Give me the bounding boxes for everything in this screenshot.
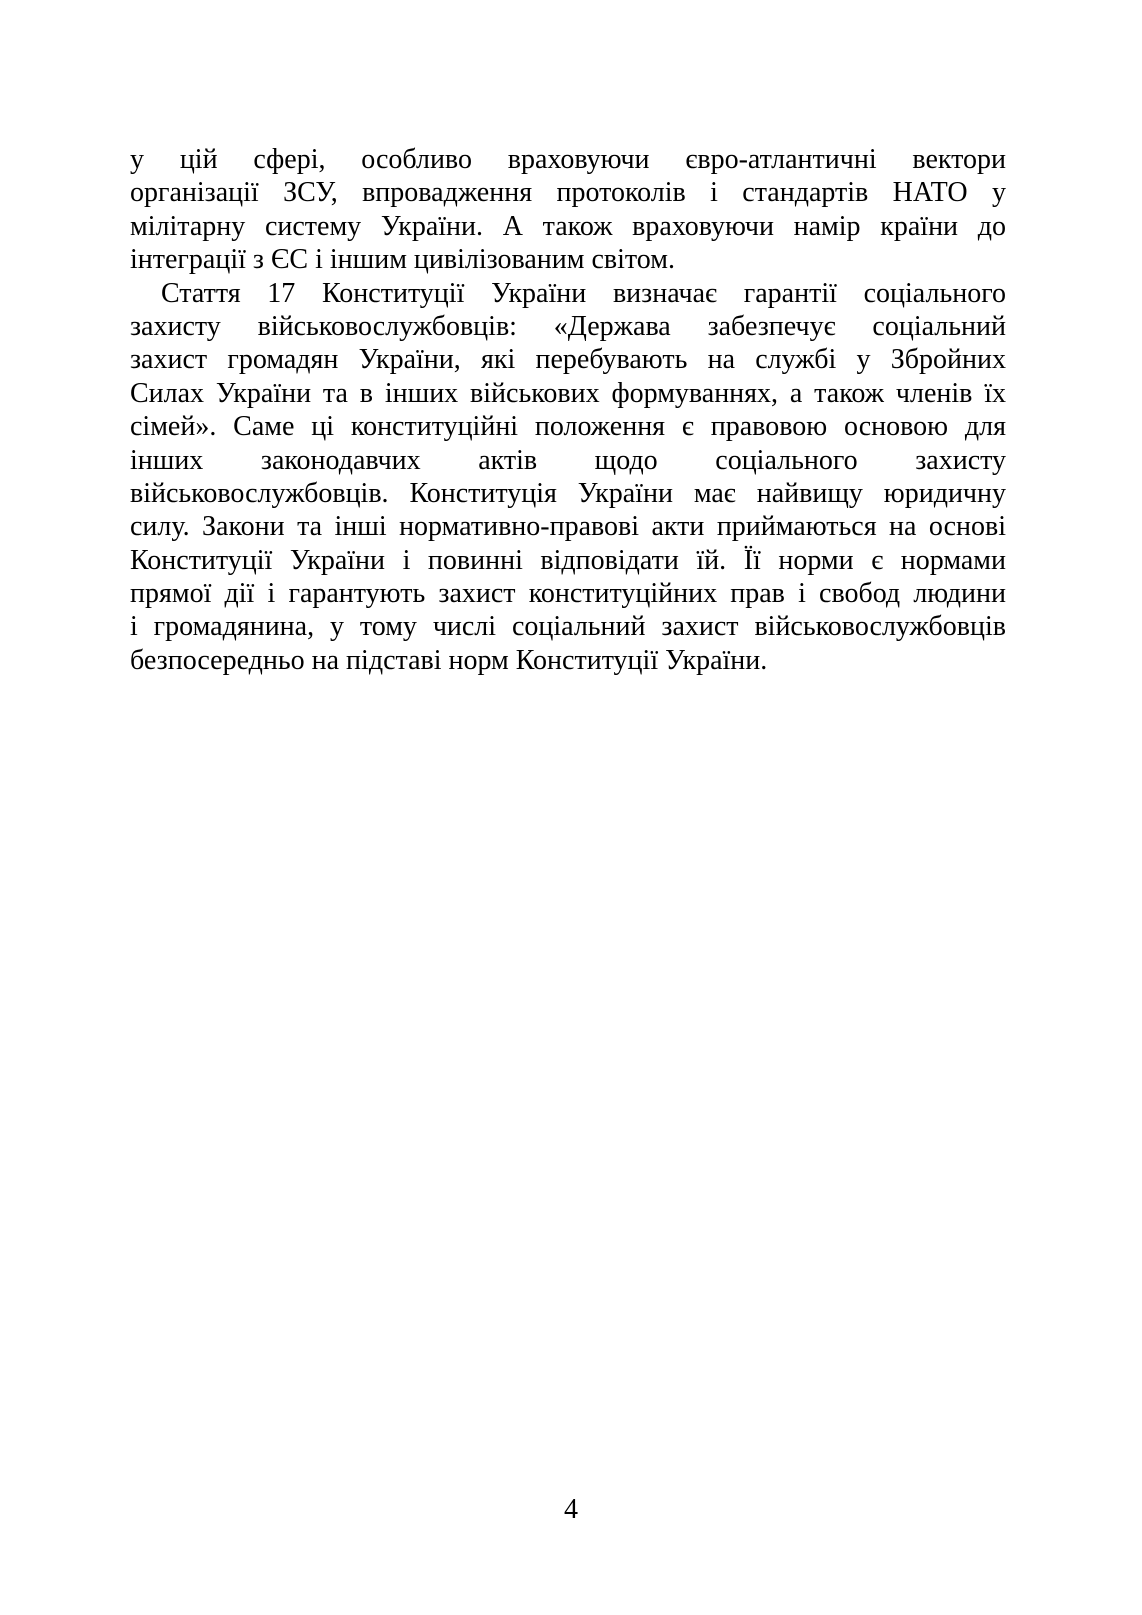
paragraph <box>130 277 1006 678</box>
text-line: захист громадян України, які перебувають на службі у Збройних <box>130 344 1006 376</box>
text-line: і громадянина, у тому числі соціальний захист військовослужбовців <box>130 611 1006 643</box>
text-line: силу. Закони та інші нормативно-правові акти приймаються на основі <box>130 511 1006 543</box>
page-number: 4 <box>564 1494 578 1525</box>
text-line: інших законодавчих актів щодо соціального захисту <box>130 444 1006 476</box>
text-line: у цій сфері, особливо враховуючи євро-атлантичні вектори <box>130 144 1006 175</box>
text-line: інтеграції з ЄС і іншим цивілізованим світом. <box>130 244 675 276</box>
text-block <box>130 143 1006 677</box>
paragraph <box>130 143 1006 277</box>
text-line: Стаття 17 Конституції України визначає гарантії соціального <box>161 277 1006 309</box>
text-line: безпосередньо на підставі норм Конституції України. <box>130 644 768 676</box>
text-line: організації ЗСУ, впровадження протоколів і стандартів НАТО у <box>130 177 1006 209</box>
text-line: сімей». Саме ці конституційні положення є правовою основою для <box>130 411 1006 443</box>
text-line: Силах України та в інших військових формуваннях, а також членів їх <box>130 377 1006 409</box>
text-line: військовослужбовців. Конституція України має найвищу юридичну <box>130 477 1006 509</box>
text-line: прямої дії і гарантують захист конституційних прав і свобод людини <box>130 578 1006 610</box>
text-line: захисту військовослужбовців: «Держава забезпечує соціальний <box>130 310 1006 342</box>
text-line: мілітарну систему України. А також враховуючи намір країни до <box>130 210 1006 242</box>
text-line: Конституції України і повинні відповідати їй. Її норми є нормами <box>130 544 1006 576</box>
